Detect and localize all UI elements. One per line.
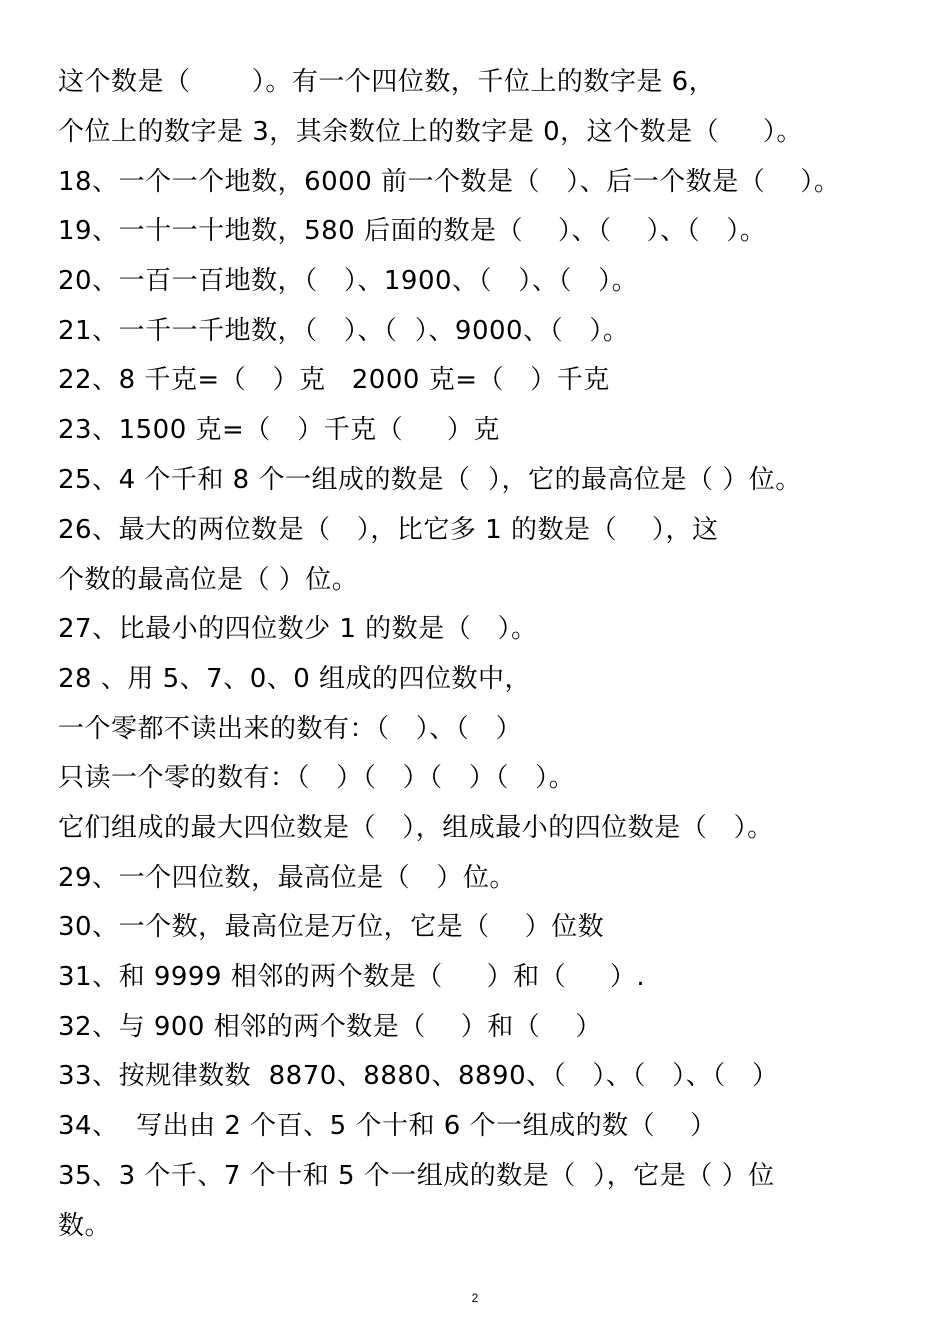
question-25: 25、4 个千和 8 个一组成的数是（ ），它的最高位是（ ）位。 xyxy=(58,465,802,495)
question-35-continued: 数。 xyxy=(58,1211,112,1241)
question-28-part-3: 它们组成的最大四位数是（ ），组成最小的四位数是（ ）。 xyxy=(58,813,774,843)
question-22: 22、8 千克=（ ）克 2000 克=（ ）千克 xyxy=(58,365,610,395)
question-34: 34、 写出由 2 个百、5 个十和 6 个一组成的数（ ） xyxy=(58,1111,717,1141)
question-26-continued: 个数的最高位是（ ）位。 xyxy=(58,565,359,595)
question-29: 29、一个四位数，最高位是（ ）位。 xyxy=(58,863,516,893)
question-28-part-2: 只读一个零的数有：（ ）（ ）（ ）（ ）。 xyxy=(58,763,576,793)
question-28-part-1: 一个零都不读出来的数有：（ ）、（ ） xyxy=(58,714,523,744)
question-23: 23、1500 克=（ ）千克（ ）克 xyxy=(58,415,500,445)
text-line-2: 个位上的数字是 3，其余数位上的数字是 0，这个数是（ ）。 xyxy=(58,117,803,147)
question-30: 30、一个数，最高位是万位，它是（ ）位数 xyxy=(58,912,605,942)
question-32: 32、与 900 相邻的两个数是（ ）和（ ） xyxy=(58,1012,602,1042)
question-31: 31、和 9999 相邻的两个数是（ ）和（ ）. xyxy=(58,962,646,992)
page-number: 2 xyxy=(471,1291,479,1305)
question-19: 19、一十一十地数，580 后面的数是（ ）、（ ）、（ ）。 xyxy=(58,216,767,246)
question-35: 35、3 个千、7 个十和 5 个一组成的数是（ ），它是（ ）位 xyxy=(58,1161,775,1191)
question-27: 27、比最小的四位数少 1 的数是（ ）。 xyxy=(58,614,538,644)
question-33: 33、按规律数数 8870、8880、8890、（ ）、（ ）、（ ） xyxy=(58,1061,779,1091)
question-20: 20、一百一百地数，（ ）、1900、（ ）、（ ）。 xyxy=(58,266,639,296)
question-21: 21、一千一千地数，（ ）、（ ）、9000、（ ）。 xyxy=(58,316,630,346)
question-26: 26、最大的两位数是（ ），比它多 1 的数是（ ），这 xyxy=(58,515,719,545)
question-18: 18、一个一个地数，6000 前一个数是（ ）、后一个数是（ ）。 xyxy=(58,167,841,197)
text-line-1: 这个数是（ ）。有一个四位数，千位上的数字是 6， xyxy=(58,67,716,97)
question-28: 28 、用 5、7、0、0 组成的四位数中， xyxy=(58,664,532,694)
